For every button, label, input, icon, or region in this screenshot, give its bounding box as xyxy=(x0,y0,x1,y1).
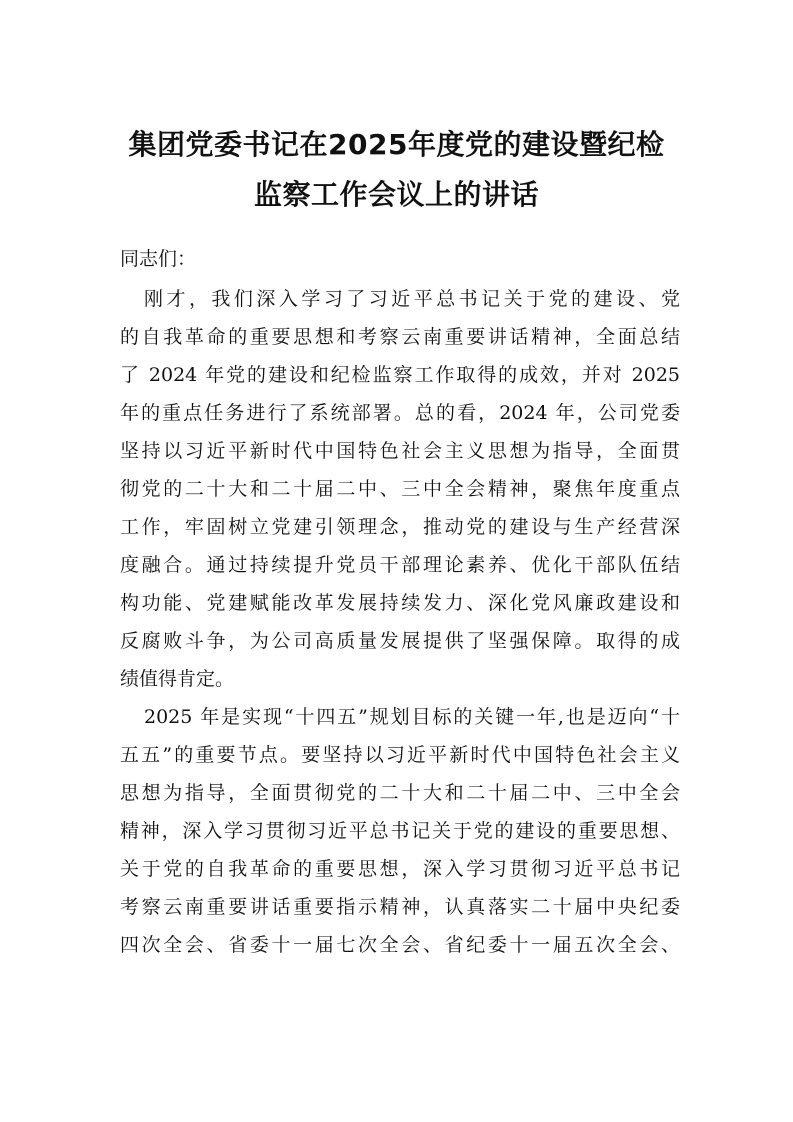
paragraph-2-line: 考察云南重要讲话重要指示精神，认真落实二十届中央纪委 xyxy=(120,896,680,918)
paragraph-2 xyxy=(120,698,680,964)
paragraph-2-line: 四次全会、省委十一届七次全会、省纪委十一届五次全会、 xyxy=(120,934,680,956)
paragraph-1-line: 构功能、党建赋能改革发展持续发力、深化党风廉政建设和 xyxy=(120,592,680,614)
speech-body xyxy=(120,240,680,964)
paragraph-1-line: 的自我革命的重要思想和考察云南重要讲话精神，全面总结 xyxy=(120,326,680,348)
speech-title xyxy=(0,120,793,220)
paragraph-2-line: 思想为指导，全面贯彻党的二十大和二十届二中、三中全会 xyxy=(120,782,680,804)
paragraph-1 xyxy=(120,280,680,698)
paragraph-2-line: 2025 年是实现“十四五”规划目标的关键一年,也是迈向“十 xyxy=(144,706,680,728)
paragraph-1-line: 工作，牢固树立党建引领理念，推动党的建设与生产经营深 xyxy=(120,516,680,538)
paragraph-1-line: 刚才，我们深入学习了习近平总书记关于党的建设、党 xyxy=(144,288,680,310)
paragraph-1-line: 度融合。通过持续提升党员干部理论素养、优化干部队伍结 xyxy=(120,554,680,576)
paragraph-1-line: 彻党的二十大和二十届二中、三中全会精神，聚焦年度重点 xyxy=(120,478,680,500)
paragraph-1-line: 年的重点任务进行了系统部署。总的看，2024 年，公司党委 xyxy=(120,402,680,424)
paragraph-1-line: 反腐败斗争，为公司高质量发展提供了坚强保障。取得的成 xyxy=(120,630,680,652)
speech-title-line-2: 监察工作会议上的讲话 xyxy=(253,178,539,211)
speech-title-line-1: 集团党委书记在2025年度党的建设暨纪检 xyxy=(128,128,665,161)
paragraph-1-line: 坚持以习近平新时代中国特色社会主义思想为指导，全面贯 xyxy=(120,440,680,462)
paragraph-2-line: 五五”的重要节点。要坚持以习近平新时代中国特色社会主义 xyxy=(120,744,680,766)
salutation: 同志们： xyxy=(120,248,197,270)
paragraph-1-line: 了 2024 年党的建设和纪检监察工作取得的成效，并对 2025 xyxy=(120,364,680,386)
paragraph-1-line: 绩值得肯定。 xyxy=(120,668,235,690)
paragraph-2-line: 精神，深入学习贯彻习近平总书记关于党的建设的重要思想、 xyxy=(120,820,680,842)
paragraph-2-line: 关于党的自我革命的重要思想，深入学习贯彻习近平总书记 xyxy=(120,858,680,880)
